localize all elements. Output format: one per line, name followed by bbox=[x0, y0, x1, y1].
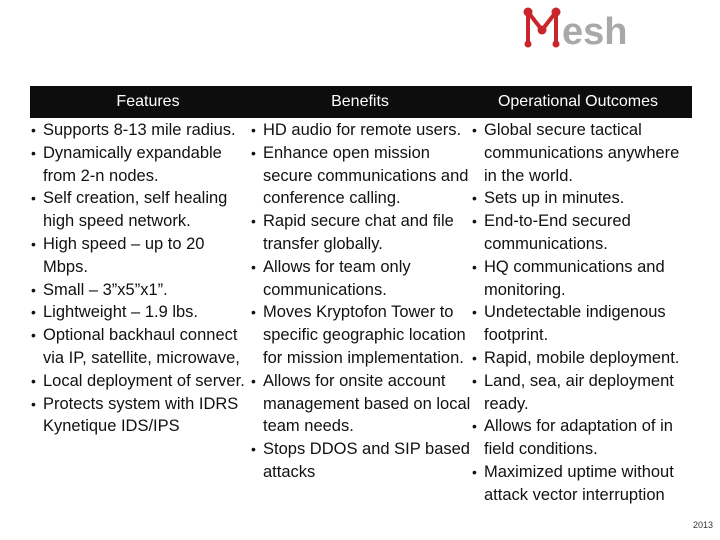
header-benefits: Benefits bbox=[331, 93, 389, 110]
outcome-item: • Global secure tactical communications anywhere in the world. bbox=[472, 119, 690, 187]
feature-item: • Lightweight – 1.9 lbs. bbox=[31, 301, 253, 324]
outcome-item: • Undetectable indigenous footprint. bbox=[472, 301, 690, 347]
outcome-item: • Sets up in minutes. bbox=[472, 187, 690, 210]
feature-item: • High speed – up to 20 Mbps. bbox=[31, 233, 253, 279]
outcome-item: • HQ communications and monitoring. bbox=[472, 256, 690, 302]
table-header bbox=[30, 86, 692, 118]
benefit-item: • HD audio for remote users. bbox=[251, 119, 471, 142]
header-features: Features bbox=[116, 93, 180, 110]
benefit-item: • Moves Kryptofon Tower to specific geographic location for mission implementation. bbox=[251, 301, 471, 369]
mesh-logo-graphic bbox=[520, 2, 655, 50]
outcome-item: • Rapid, mobile deployment. bbox=[472, 347, 690, 370]
benefit-item: • Enhance open mission secure communications and conference calling. bbox=[251, 142, 471, 210]
benefit-item: • Stops DDOS and SIP based attacks bbox=[251, 438, 471, 484]
feature-item: • Optional backhaul connect via IP, satellite, microwave, bbox=[31, 324, 253, 370]
outcome-item: • Allows for adaptation of in field conditions. bbox=[472, 415, 690, 461]
feature-item: • Protects system with IDRS Kynetique IDS/IPS bbox=[31, 393, 253, 439]
outcome-item: • End-to-End secured communications. bbox=[472, 210, 690, 256]
mesh-logo bbox=[520, 2, 655, 50]
benefit-item: • Rapid secure chat and file transfer globally. bbox=[251, 210, 471, 256]
benefit-item: • Allows for onsite account management based on local team needs. bbox=[251, 370, 471, 438]
outcome-item: • Maximized uptime without attack vector interruption bbox=[472, 461, 690, 507]
feature-item: • Dynamically expandable from 2-n nodes. bbox=[31, 142, 253, 188]
feature-item: • Self creation, self healing high speed network. bbox=[31, 187, 253, 233]
outcomes-column bbox=[472, 119, 690, 507]
header-operational-outcomes: Operational Outcomes bbox=[497, 93, 659, 110]
feature-item: • Local deployment of server. bbox=[31, 370, 253, 393]
outcome-item: • Land, sea, air deployment ready. bbox=[472, 370, 690, 416]
benefits-column bbox=[251, 119, 471, 484]
features-column bbox=[31, 119, 253, 438]
feature-item: • Small – 3”x5”x1”. bbox=[31, 279, 253, 302]
copyright-year: 2013 bbox=[693, 520, 714, 530]
benefit-item: • Allows for team only communications. bbox=[251, 256, 471, 302]
logo-wordmark: esh bbox=[562, 11, 628, 50]
feature-item: • Supports 8-13 mile radius. bbox=[31, 119, 253, 142]
